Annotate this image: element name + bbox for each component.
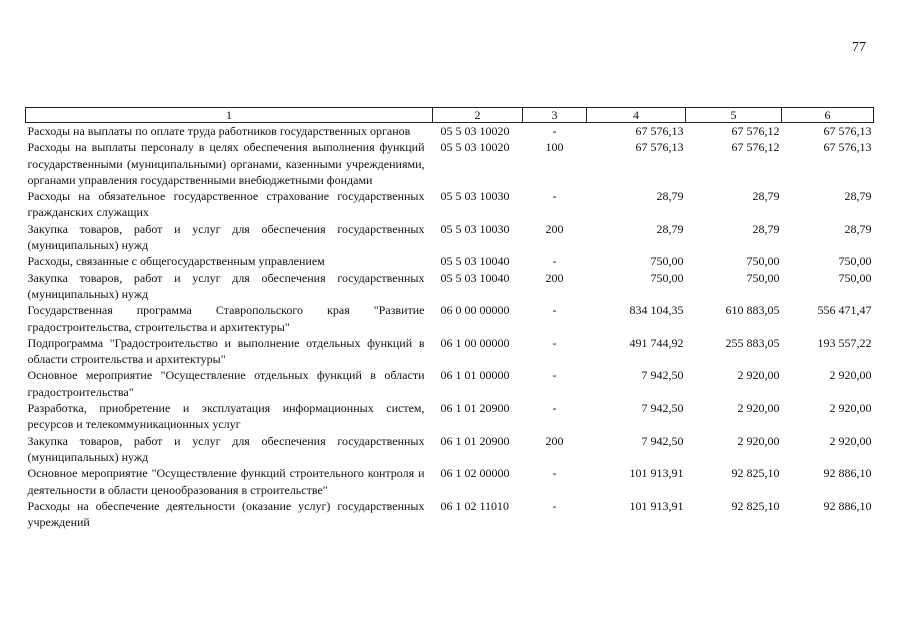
target-code-cell: 05 5 03 10040 bbox=[440, 254, 510, 269]
amount-cell: 750,00 bbox=[746, 254, 780, 269]
expense-type-cell: - bbox=[552, 124, 557, 138]
expense-type-cell: 200 bbox=[545, 221, 564, 236]
table-row bbox=[26, 302, 874, 335]
target-code-cell: 05 5 03 10040 bbox=[440, 270, 510, 285]
table-row bbox=[26, 400, 874, 433]
amount-cell: 556 471,47 bbox=[817, 303, 872, 318]
expense-type-cell: - bbox=[552, 254, 557, 269]
amount-cell: 2 920,00 bbox=[829, 401, 872, 416]
table-row bbox=[26, 188, 874, 221]
table-row bbox=[26, 253, 874, 269]
amount-cell: 750,00 bbox=[838, 254, 872, 269]
row-name-cell: Государственная программа Ставропольского края "Развитие градостроительства, строительства и архитектуры" bbox=[27, 303, 425, 334]
amount-cell: 67 576,13 bbox=[635, 140, 684, 155]
page-number: 77 bbox=[852, 40, 866, 55]
amount-cell: 2 920,00 bbox=[829, 368, 872, 383]
row-name-cell: Основное мероприятие "Осуществление отдельных функций в области градостроительства" bbox=[27, 368, 425, 399]
table-row bbox=[26, 433, 874, 466]
table-row bbox=[26, 465, 874, 498]
row-name-cell: Расходы на обеспечение деятельности (оказание услуг) государственных учреждений bbox=[27, 498, 425, 530]
expense-type-cell: 200 bbox=[545, 433, 564, 448]
amount-cell: 92 886,10 bbox=[823, 466, 872, 481]
target-code-cell: 06 0 00 00000 bbox=[440, 303, 510, 318]
table-row bbox=[26, 367, 874, 400]
amount-cell: 28,79 bbox=[656, 221, 684, 236]
expense-type-cell: - bbox=[552, 466, 557, 481]
amount-cell: 2 920,00 bbox=[829, 433, 872, 448]
row-name-cell: Закупка товаров, работ и услуг для обеспечения государственных (муниципальных) нужд bbox=[27, 221, 425, 253]
amount-cell: 7 942,50 bbox=[641, 368, 684, 383]
budget-table bbox=[25, 107, 874, 530]
amount-cell: 750,00 bbox=[746, 270, 780, 285]
row-name-cell: Расходы, связанные с общегосударственным управлением bbox=[27, 254, 325, 269]
row-name-cell: Разработка, приобретение и эксплуатация информационных систем, ресурсов и телекоммуникационных услуг bbox=[27, 401, 425, 432]
header-row bbox=[26, 108, 874, 123]
target-code-cell: 05 5 03 10020 bbox=[440, 140, 510, 155]
table-header bbox=[26, 108, 874, 123]
column-header: 2 bbox=[433, 108, 523, 123]
amount-cell: 750,00 bbox=[650, 254, 684, 269]
table-row bbox=[26, 270, 874, 303]
amount-cell: 750,00 bbox=[838, 270, 872, 285]
amount-cell: 7 942,50 bbox=[641, 433, 684, 448]
amount-cell: 101 913,91 bbox=[629, 498, 684, 513]
column-header: 3 bbox=[523, 108, 587, 123]
table-row bbox=[26, 139, 874, 188]
row-name-cell: Основное мероприятие "Осуществление функций строительного контроля и деятельности в области ценообразования в строительстве" bbox=[27, 466, 425, 497]
amount-cell: 2 920,00 bbox=[737, 433, 780, 448]
amount-cell: 92 825,10 bbox=[731, 498, 780, 513]
row-name-cell: Подпрограмма "Градостроительство и выполнение отдельных функций в области строительства и архитектуры" bbox=[27, 335, 425, 367]
expense-type-cell: - bbox=[552, 401, 557, 416]
amount-cell: 67 576,13 bbox=[635, 124, 684, 138]
row-name-cell: Закупка товаров, работ и услуг для обеспечения государственных (муниципальных) нужд bbox=[27, 270, 425, 301]
target-code-cell: 05 5 03 10030 bbox=[440, 189, 510, 204]
amount-cell: 101 913,91 bbox=[629, 466, 684, 481]
column-header: 4 bbox=[587, 108, 686, 123]
expense-type-cell: 200 bbox=[545, 270, 564, 285]
target-code-cell: 06 1 00 00000 bbox=[440, 335, 510, 350]
amount-cell: 67 576,13 bbox=[823, 140, 872, 155]
amount-cell: 610 883,05 bbox=[725, 303, 780, 318]
target-code-cell: 05 5 03 10020 bbox=[440, 124, 510, 138]
table-row bbox=[26, 123, 874, 140]
row-name-cell: Закупка товаров, работ и услуг для обеспечения государственных (муниципальных) нужд bbox=[27, 433, 425, 464]
amount-cell: 67 576,12 bbox=[731, 124, 780, 138]
column-header: 1 bbox=[26, 108, 433, 123]
target-code-cell: 06 1 01 00000 bbox=[440, 368, 510, 383]
target-code-cell: 06 1 02 00000 bbox=[440, 466, 510, 481]
amount-cell: 834 104,35 bbox=[629, 303, 684, 318]
row-name-cell: Расходы на выплаты по оплате труда работников государственных органов bbox=[27, 124, 411, 138]
column-header: 6 bbox=[782, 108, 874, 123]
amount-cell: 255 883,05 bbox=[725, 335, 780, 350]
target-code-cell: 06 1 01 20900 bbox=[440, 401, 510, 416]
amount-cell: 92 825,10 bbox=[731, 466, 780, 481]
row-name-cell: Расходы на обязательное государственное страхование государственных гражданских служащих bbox=[27, 189, 425, 220]
table-row bbox=[26, 221, 874, 254]
expense-type-cell: - bbox=[552, 303, 557, 318]
amount-cell: 2 920,00 bbox=[737, 368, 780, 383]
column-header: 5 bbox=[686, 108, 782, 123]
expense-type-cell: - bbox=[552, 368, 557, 383]
target-code-cell: 06 1 02 11010 bbox=[440, 498, 510, 513]
amount-cell: 193 557,22 bbox=[817, 335, 872, 350]
amount-cell: 28,79 bbox=[844, 189, 872, 204]
target-code-cell: 05 5 03 10030 bbox=[440, 221, 510, 236]
expense-type-cell: - bbox=[552, 189, 557, 204]
row-name-cell: Расходы на выплаты персоналу в целях обеспечения выполнения функций государственными (муниципальными) органами, казенными учреждениями, органами управления государственными внебюджетными фондами bbox=[27, 140, 425, 187]
table-row bbox=[26, 335, 874, 368]
table-row bbox=[26, 498, 874, 531]
table-body bbox=[26, 123, 874, 531]
amount-cell: 67 576,12 bbox=[731, 140, 780, 155]
amount-cell: 750,00 bbox=[650, 270, 684, 285]
expense-type-cell: 100 bbox=[545, 140, 564, 155]
amount-cell: 28,79 bbox=[752, 189, 780, 204]
amount-cell: 67 576,13 bbox=[823, 124, 872, 138]
amount-cell: 28,79 bbox=[656, 189, 684, 204]
amount-cell: 28,79 bbox=[844, 221, 872, 236]
amount-cell: 2 920,00 bbox=[737, 401, 780, 416]
amount-cell: 7 942,50 bbox=[641, 401, 684, 416]
target-code-cell: 06 1 01 20900 bbox=[440, 433, 510, 448]
amount-cell: 491 744,92 bbox=[629, 335, 684, 350]
amount-cell: 92 886,10 bbox=[823, 498, 872, 513]
expense-type-cell: - bbox=[552, 498, 557, 513]
expense-type-cell: - bbox=[552, 335, 557, 350]
amount-cell: 28,79 bbox=[752, 221, 780, 236]
